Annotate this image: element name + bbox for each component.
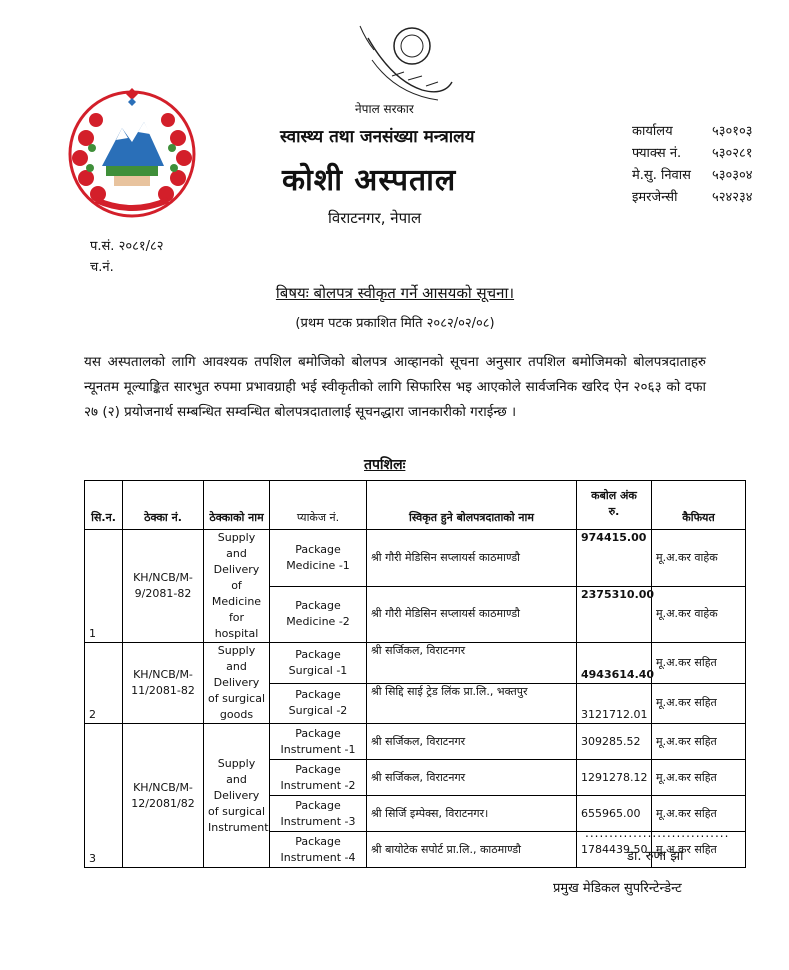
cell-remarks: मू.अ.कर सहित — [652, 832, 746, 868]
cell-bidder: श्री सर्जिकल, विराटनगर — [367, 643, 577, 684]
cell-remarks: मू.अ.कर सहित — [652, 643, 746, 684]
cell-package: Package Instrument -2 — [270, 760, 367, 796]
cell-remarks: मू.अ.कर सहित — [652, 683, 746, 724]
ministry-title: स्वास्थ्य तथा जनसंख्या मन्त्रालय — [280, 127, 475, 147]
cell-sn: 2 — [85, 643, 123, 724]
cell-amount: 309285.52 — [577, 724, 652, 760]
nepal-emblem-icon — [66, 88, 198, 220]
cell-amount: 655965.00 — [577, 796, 652, 832]
header-package: प्याकेज नं. — [270, 481, 367, 530]
cell-bidder: श्री गौरी मेडिसिन सप्लायर्स काठमाण्डौ — [367, 586, 577, 643]
cell-bidder: श्री सर्जिकल, विराटनगर — [367, 760, 577, 796]
contact-row — [632, 143, 753, 165]
hospital-title: कोशी अस्पताल — [282, 163, 457, 198]
contact-value: ५३०१०३ — [712, 124, 753, 139]
details-heading: तपशिलः — [364, 457, 406, 473]
signatory-title: प्रमुख मेडिकल सुपरिन्टेन्डेन्ट — [553, 881, 682, 896]
government-seal — [352, 20, 460, 112]
header-name: ठेक्काको नाम — [204, 481, 270, 530]
contact-label: फ्याक्स नं. — [632, 146, 682, 161]
cell-contract: KH/NCB/M-11/2081-82 — [123, 643, 204, 724]
header-contract: ठेक्का नं. — [123, 481, 204, 530]
cell-name: Supply and Delivery of Medicine for hospital — [204, 530, 270, 643]
header-sn: सि.न. — [85, 481, 123, 530]
table-row — [85, 530, 746, 587]
notice-subject: बिषयः बोलपत्र स्वीकृत गर्ने आसयको सूचना। — [275, 284, 515, 302]
seal-icon — [352, 20, 460, 112]
contact-row — [632, 187, 753, 209]
table-row — [85, 724, 746, 760]
cell-remarks: मू.अ.कर वाहेक — [652, 586, 746, 643]
cell-sn: 1 — [85, 530, 123, 643]
cell-bidder: श्री सिद्दि साई ट्रेड लिंक प्रा.लि., भक्तपुर — [367, 683, 577, 724]
contact-list — [632, 121, 753, 209]
cell-bidder: श्री सिर्जि इम्पेक्स, विराटनगर। — [367, 796, 577, 832]
cell-package: Package Instrument -4 — [270, 832, 367, 868]
cell-name: Supply and Delivery of surgical Instrument — [204, 724, 270, 868]
table-row — [85, 643, 746, 684]
cell-package: Package Surgical -1 — [270, 643, 367, 684]
cell-amount: 4943614.40 — [577, 643, 652, 684]
contact-label: कार्यालय — [632, 124, 673, 139]
award-table — [84, 480, 746, 868]
cell-package: Package Instrument -3 — [270, 796, 367, 832]
cell-amount: 1291278.12 — [577, 760, 652, 796]
cell-bidder: श्री गौरी मेडिसिन सप्लायर्स काठमाण्डौ — [367, 530, 577, 587]
cell-remarks: मू.अ.कर सहित — [652, 796, 746, 832]
contact-value: ५३०३०४ — [712, 168, 753, 183]
header-amount — [577, 481, 652, 530]
cell-package: Package Instrument -1 — [270, 724, 367, 760]
cell-bidder: श्री सर्जिकल, विराटनगर — [367, 724, 577, 760]
cell-remarks: मू.अ.कर सहित — [652, 724, 746, 760]
cell-bidder: श्री बायोटेक सपोर्ट प्रा.लि., काठमाण्डौ — [367, 832, 577, 868]
header-bidder: स्विकृत हुने बोलपत्रदाताको नाम — [367, 481, 577, 530]
cell-amount: 3121712.01 — [577, 683, 652, 724]
contact-row — [632, 121, 753, 143]
ps-number: प.सं. २०८१/८२ — [90, 239, 164, 254]
cell-package: Package Surgical -2 — [270, 683, 367, 724]
cell-name: Supply and Delivery of surgical goods — [204, 643, 270, 724]
header-amount-top: कबोल अंक — [591, 488, 637, 502]
cn-number: च.नं. — [90, 260, 114, 275]
cell-amount: 1784439.50 — [577, 832, 652, 868]
signatory-name: डा. रुणा झा — [627, 849, 684, 864]
stamp-label: नेपाल सरकार — [355, 102, 414, 116]
table-header-row — [85, 481, 746, 530]
publish-date: (प्रथम पटक प्रकाशित मिति २०८२/०२/०८) — [295, 316, 495, 331]
reference-block — [90, 236, 164, 278]
contact-value: ५३०२८१ — [712, 146, 753, 161]
cell-remarks: मू.अ.कर सहित — [652, 760, 746, 796]
hospital-location: विराटनगर, नेपाल — [328, 209, 422, 227]
contact-label: इमरजेन्सी — [632, 190, 678, 205]
cell-amount: 974415.00 — [577, 530, 652, 587]
contact-label: मे.सु. निवास — [632, 168, 691, 183]
cell-package: Package Medicine -1 — [270, 530, 367, 587]
cell-contract: KH/NCB/M-9/2081-82 — [123, 530, 204, 643]
notice-body: यस अस्पतालको लागि आवश्यक तपशिल बमोजिको बोलपत्र आव्हानको सूचना अनुसार तपशिल बमोजिमको बोलपत्रदाताहरु न्यूनतम मूल्याङ्कित सारभुत रुपमा प्रभावग्राही भई स्वीकृतीको लागि सिफारिस भइ आएकोले सार्वजनिक खरिद ऐन २०६३ को दफा २७ (२) प्रयोजनार्थ सम्बन्धित सम्वन्धित बोलपत्रदातालाई सूचनद्धारा जानकारीको गराईन्छ । — [84, 354, 706, 420]
contact-row — [632, 165, 753, 187]
contact-value: ५२४२३४ — [712, 190, 753, 205]
cell-sn: 3 — [85, 724, 123, 868]
nepal-emblem — [66, 88, 198, 220]
signature-line: .............................. — [585, 826, 730, 840]
cell-package: Package Medicine -2 — [270, 586, 367, 643]
cell-contract: KH/NCB/M-12/2081/82 — [123, 724, 204, 868]
cell-remarks: मू.अ.कर वाहेक — [652, 530, 746, 587]
cell-amount: 2375310.00 — [577, 586, 652, 643]
header-remarks: कैफियत — [652, 481, 746, 530]
header-amount-bottom: रु. — [608, 504, 620, 518]
